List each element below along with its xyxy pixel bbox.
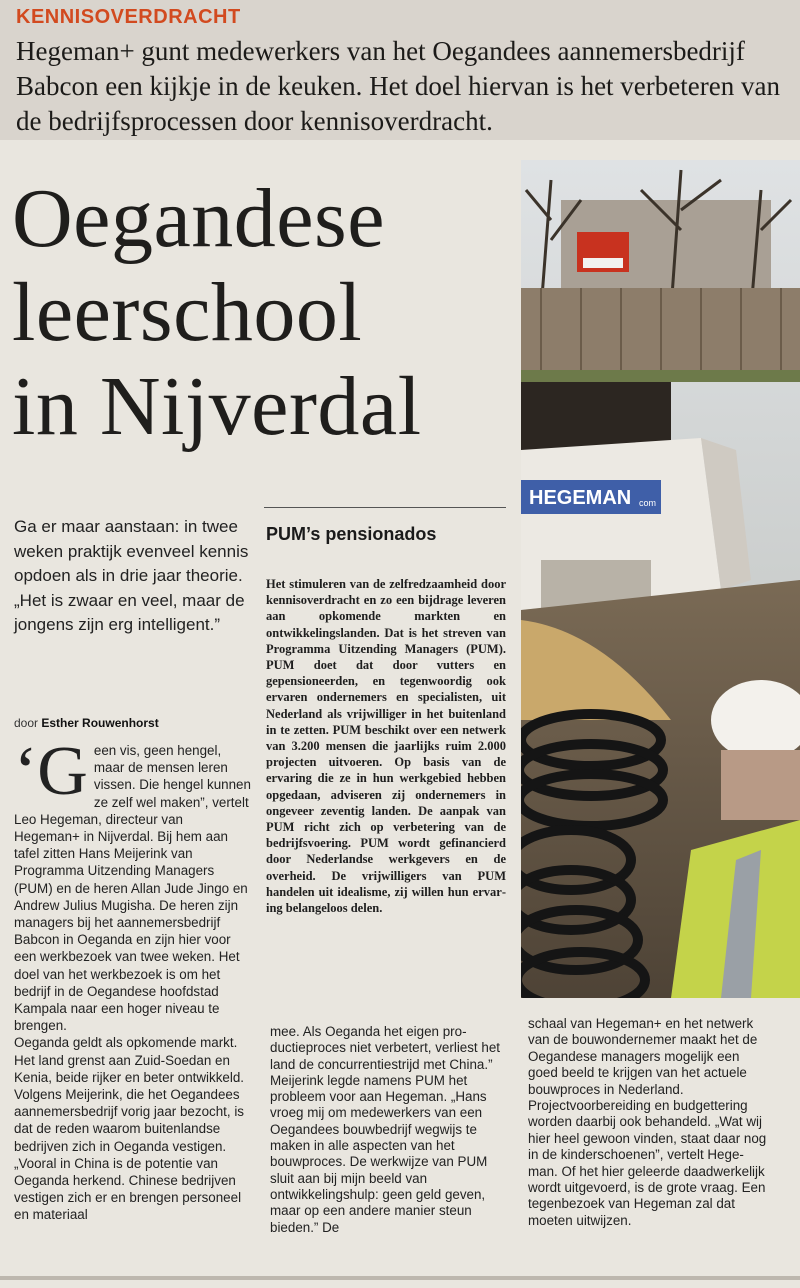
article-column-1 — [14, 733, 252, 1224]
sidebar-text: Het stimuleren van de zelfredzaamheid door kennisoverdracht en zo een bijdrage leveren aan opkomende markten en ontwikkelingslanden. Dat is het streven van Programma Uitzending Managers (PUM). PUM doet dat door vutters en gepensioneerden, en tegenwoordig ook ervaren ondernemers en specialisten, uit Nederland als vrijwilliger in het buitenland in te zetten. PUM beschikt over een netwerk van 3.200 mensen die jaarlijks ruim 2.000 projecten uitvoeren. Op basis van de ervaring die ze in hun werkgebied hebben opgedaan, adviseren zij ondernemers in ongeveer zeventig landen. De aanpak van PUM richt zich op verbetering van de bedrijfsvoering. PUM wordt gefinancierd door Nederlandse werkgevers en de overheid. De vrijwilligers van PUM handelen uit idealisme, zij willen hun ervaring belangeloos delen. — [266, 577, 506, 916]
container-logo-text: HEGEMAN — [529, 487, 632, 509]
headline — [12, 172, 517, 454]
drop-cap: ‘G — [14, 733, 88, 810]
sidebar-box — [264, 507, 506, 1016]
section-kicker: KENNISOVERDRACHT — [16, 6, 241, 28]
article-column-3: schaal van Hegeman+ en het netwerk van de bouwondernemer maakt het de Oegandese managers mogelijk een goed beeld te krijgen van het actuele bouwproces in Nederland. Projectvoorbereiding en budgettering worden daarbij ook behandeld. „Wat wij hier heel gewoon vinden, staat daar nog in de kinderschoenen”, vertelt Hegeman. Of het hier geleerde daadwerkelijk wordt uitgevoerd, is de grote vraag. Een tegenbezoek van Hegeman zal dat moeten uitwijzen. — [528, 1016, 767, 1228]
intro-text: Hegeman+ gunt medewerkers van het Oegandees aannemersbedrijf Babcon een kijkje in de keuken. Het doel hiervan is het verbeteren van de bedrijfsprocessen door kennisoverdracht. — [16, 36, 780, 136]
construction-photo — [521, 160, 800, 998]
intro-band — [0, 0, 800, 140]
headline-line-2: leerschool — [12, 266, 363, 359]
article-column-1-text: een vis, geen hengel, maar de mensen leren vissen. Die hengel kunnen ze zelf wel maken”, vertelt Leo Hegeman, directeur van Hegeman+ in Nijverdal. Bij hem aan tafel zitten Hans Meijerink van Programma Uitzending Managers (PUM) en de heren Allan Jude Jingo en Andrew Julius Mugisha. De heren zijn managers bij het aannemersbedrijf Babcon in Oeganda en zijn hier voor een werkbezoek van twee weken. Het doel van het werkbezoek is om het bedrijf in de Oegandese hoofdstad Kampala naar een hoger niveau te brengen. Oeganda geldt als opkomende markt. Het land grenst aan Zuid-Soedan en Kenia, beide rijker en beter ontwikkeld. Volgens Meijerink, die het Oegandees aannemersbedrijf vorig jaar bezocht, is dat de reden waarom buitenlandse bedrijven zich in Oeganda vestigen. „Vooral in China is de potentie van Oeganda herkend. Chinese bedrijven vestigen zich er en brengen personeel en materiaal — [14, 743, 251, 1223]
byline-prefix: door — [14, 716, 39, 730]
headline-line-3: in Nijverdal — [12, 360, 422, 453]
lead-paragraph: Ga er maar aanstaan: in twee weken praktijk evenveel kennis opdoen als in drie jaar theorie. „Het is zwaar en veel, maar de jongens zijn erg intelligent.” — [14, 517, 249, 634]
page-bottom-edge — [0, 1276, 800, 1280]
article-column-2: mee. Als Oeganda het eigen productieproces niet verbetert, verliest het land de concurrentiestrijd met China.” Meijerink legde namens PUM het probleem voor aan Hegeman. „Hans vroeg mij om medewerkers van een Oegandees bouwbedrijf wegwijs te maken in alle aspecten van het bouwproces. De werkwijze van PUM sluit aan bij mijn beeld van ontwikkelingshulp: geen geld geven, maar op een andere manier steun bieden.” De — [270, 1024, 500, 1235]
grass-strip — [521, 370, 800, 382]
container-logo-suffix: com — [639, 498, 657, 508]
headline-line-1: Oegandese — [12, 172, 385, 265]
byline-author: Esther Rouwenhorst — [41, 716, 159, 730]
byline — [14, 716, 159, 730]
photo-illustration — [521, 160, 800, 998]
worker-face — [721, 750, 800, 820]
sidebar-title: PUM’s pensionados — [266, 524, 437, 544]
